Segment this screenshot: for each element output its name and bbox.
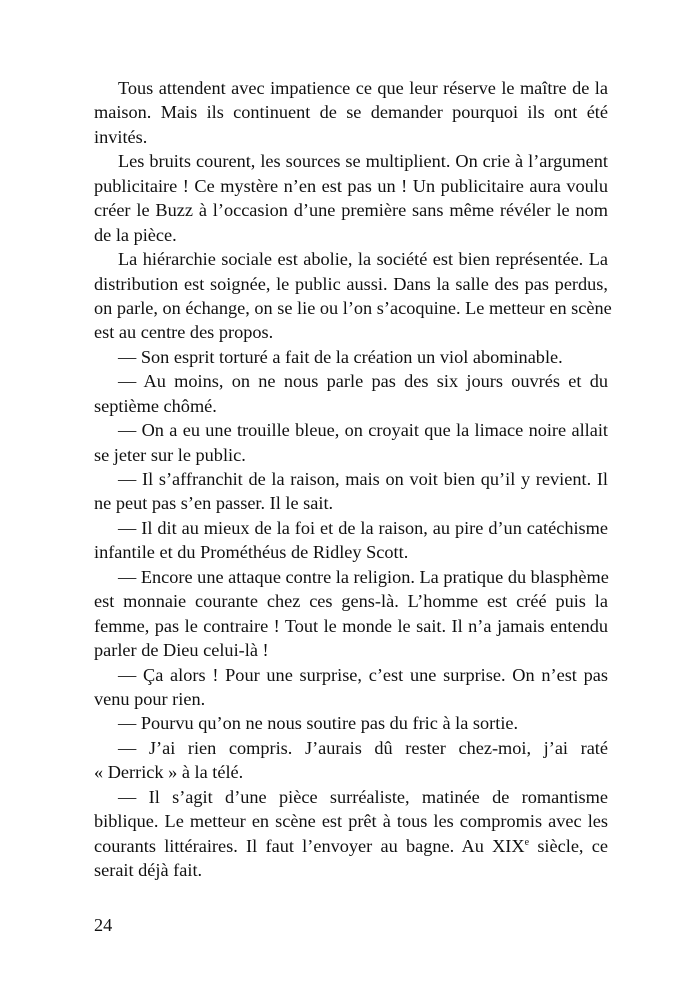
text-segment: se jeter sur le public. [94,444,246,465]
text-line [94,100,608,124]
text-line [94,223,608,247]
text-segment: — Il s’agit d’une pièce surréaliste, matinée de romantisme [118,786,608,807]
text-line [94,76,608,100]
text-line [94,320,608,344]
text-line [94,785,608,809]
text-segment: femme, pas le contraire ! Tout le monde le sait. Il n’a jamais entendu [94,615,608,636]
text-segment: venu pour rien. [94,688,206,709]
text-segment: invités. [94,126,148,147]
body-text [94,76,612,882]
text-line [94,467,608,491]
text-line [94,834,608,858]
text-line [94,198,608,222]
text-line [94,638,608,662]
text-segment: est monnaie courante chez ces gens-là. L’homme est créé puis la [94,591,608,612]
text-line [94,687,608,711]
paragraph [94,76,608,149]
text-segment: — J’ai rien compris. J’aurais dû rester chez-moi, j’ai raté [118,737,608,758]
paragraph [94,785,608,883]
text-segment: septième chômé. [94,395,217,416]
text-line [94,809,608,833]
text-segment: serait déjà fait. [94,860,203,880]
text-line [94,663,608,687]
text-line [94,516,608,540]
text-line [94,443,608,467]
text-segment: parler de Dieu celui-là ! [94,640,269,661]
text-line [94,736,608,760]
text-segment: — Au moins, on ne nous parle pas des six jours ouvrés et du [118,371,608,392]
text-segment: — Ça alors ! Pour une surprise, c’est une surprise. On n’est pas [118,664,608,685]
text-segment: de la pièce. [94,224,177,245]
text-line [94,858,608,882]
text-line [94,589,608,613]
text-line [94,711,608,735]
text-segment: — Pourvu qu’on ne nous soutire pas du fric à la sortie. [118,713,519,734]
text-segment: — Il dit au mieux de la foi et de la raison, au pire d’un catéchisme [118,517,608,538]
text-line [94,174,608,198]
text-line [94,345,608,369]
text-line [94,540,608,564]
paragraph [94,711,608,735]
text-segment: — Encore une attaque contre la religion. La pratique du blasphème [118,566,609,587]
text-line [94,418,608,442]
text-segment: biblique. Le metteur en scène est prêt à tous les compromis avec les [94,811,608,832]
paragraph [94,247,612,345]
text-segment: infantile et du Prométhéus de Ridley Scott. [94,542,409,563]
paragraph [94,516,608,565]
text-segment: courants littéraires. Il faut l’envoyer au bagne. Au XIX [94,835,525,856]
text-segment: on parle, on échange, on se lie ou l’on s’acoquine. Le metteur en scène [94,297,612,318]
paragraph [94,369,608,418]
page-number: 24 [94,915,113,935]
paragraph [94,565,608,663]
text-line [94,491,608,515]
text-segment: siècle, ce [529,835,608,856]
text-line [94,247,608,271]
text-line [94,149,608,173]
text-segment: maison. Mais ils continuent de se demander pourquoi ils ont été [94,102,608,123]
paragraph [94,663,608,712]
text-segment: est au centre des propos. [94,322,274,343]
text-segment: ne peut pas s’en passer. Il le sait. [94,493,334,514]
text-line [94,272,608,296]
text-segment: créer le Buzz à l’occasion d’une première sans même révéler le nom [94,200,608,221]
text-line [94,614,608,638]
text-line [94,394,608,418]
text-segment: Les bruits courent, les sources se multiplient. On crie à l’argument [118,151,608,172]
text-segment: Tous attendent avec impatience ce que leur réserve le maître de la [118,78,608,98]
text-line [94,369,608,393]
paragraph [94,736,608,785]
text-line [94,760,608,784]
text-segment: distribution est soignée, le public aussi. Dans la salle des pas perdus, [94,273,608,294]
paragraph [94,345,608,369]
superscript: e [524,836,530,848]
text-segment: — Son esprit torturé a fait de la création un viol abominable. [118,346,563,367]
text-segment: « Derrick » à la télé. [94,762,244,783]
text-segment: — Il s’affranchit de la raison, mais on voit bien qu’il y revient. Il [118,469,608,489]
text-segment: — On a eu une trouille bleue, on croyait que la limace noire allait [118,420,608,441]
text-line [94,565,608,589]
paragraph [94,149,608,247]
text-segment: publicitaire ! Ce mystère n’en est pas un ! Un publicitaire aura voulu [94,175,608,196]
paragraph [94,418,608,467]
text-segment: La hiérarchie sociale est abolie, la société est bien représentée. La [118,249,608,270]
text-line [94,125,608,149]
text-line [94,296,612,320]
paragraph [94,467,608,516]
